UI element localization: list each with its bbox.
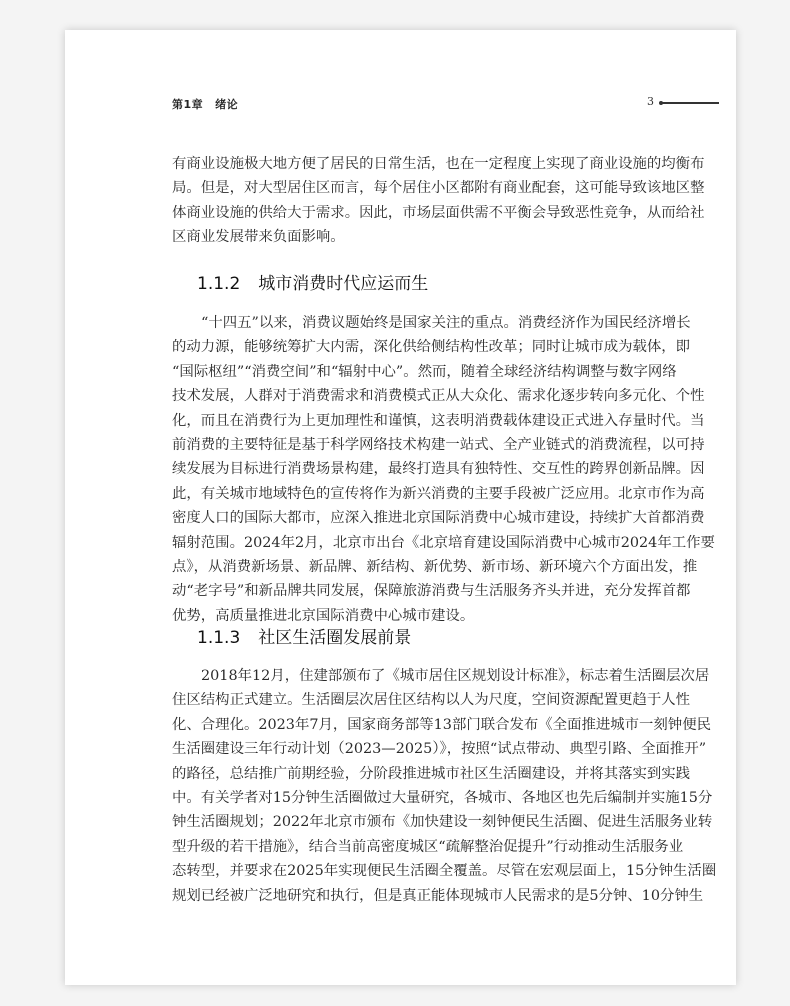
text-line: 型升级的若干措施》，结合当前高密度城区“疏解整治促提升”行动推动生活服务业: [172, 838, 684, 855]
text-line: 点》，从消费新场景、新品牌、新结构、新优势、新市场、新环境六个方面出发，推: [172, 558, 698, 575]
section-number: 1.1.2: [197, 274, 241, 294]
section-title: 城市消费时代应运而生: [258, 274, 429, 294]
text-line: 生活圈建设三年行动计划（2023—2025）》，按照“试点带动、典型引路、全面推开”: [172, 741, 707, 758]
text-line: 中。有关学者对15分钟生活圈做过大量研究，各城市、各地区也先后编制并实施15分: [172, 789, 713, 806]
chapter-title: 绪论: [215, 98, 239, 111]
section-heading-1-1-3: [197, 623, 411, 648]
text-line: 住区结构正式建立。生活圈层次居住区结构以人为尺度，空间资源配置更趋于人性: [172, 692, 691, 709]
text-line: 的动力源，能够统筹扩大内需，深化供给侧结构性改革；同时让城市成为载体，即: [172, 339, 691, 356]
text-line: “十四五”以来，消费议题始终是国家关注的重点。消费经济作为国民经济增长: [201, 315, 691, 331]
text-line: 的路径，总结推广前期经验，分阶段推进城市社区生活圈建设，并将其落实到实践: [172, 765, 691, 782]
text-line: 态转型，并要求在2025年实现便民生活圈全覆盖。尽管在宏观层面上，15分钟生活圈: [172, 863, 717, 880]
book-page: [65, 30, 736, 985]
page-number: 3: [647, 95, 654, 108]
text-line: 钟生活圈规划；2022年北京市颁布《加快建设一刻钟便民生活圈、促进生活服务业转: [172, 814, 713, 831]
text-line: 技术发展，人群对于消费需求和消费模式正从大众化、需求化逐步转向多元化、个性: [172, 388, 705, 405]
text-line: 体商业设施的供给大于需求。因此，市场层面供需不平衡会导致恶性竞争，从而给社: [172, 204, 705, 221]
text-line: 此，有关城市地域特色的宣传将作为新兴消费的主要手段被广泛应用。北京市作为高: [172, 485, 705, 502]
section-title: 社区生活圈发展前景: [258, 628, 412, 648]
text-line: “国际枢纽”“消费空间”和“辐射中心”。然而，随着全球经济结构调整与数字网络: [172, 363, 677, 380]
text-line: 区商业发展带来负面影响。: [172, 229, 345, 246]
text-line: 局。但是，对大型居住区而言，每个居住小区都附有商业配套，这可能导致该地区整: [172, 180, 705, 197]
paragraph-1: [172, 152, 705, 250]
text-line: 化，而且在消费行为上更加理性和谨慎，这表明消费载体建设正式进入存量时代。当: [172, 412, 705, 429]
text-line: 前消费的主要特征是基于科学网络技术构建一站式、全产业链式的消费流程，以可持: [172, 436, 705, 453]
text-line: 有商业设施极大地方便了居民的日常生活，也在一定程度上实现了商业设施的均衡布: [172, 156, 705, 172]
text-line: 规划已经被广泛地研究和执行，但是真正能体现城市人民需求的是5分钟、10分钟生: [172, 887, 704, 904]
text-line: 2018年12月，住建部颁布了《城市居住区规划设计标准》，标志着生活圈层次居: [201, 668, 710, 684]
header-rule: [661, 102, 719, 104]
text-line: 化、合理化。2023年7月，国家商务部等13部门联合发布《全面推进城市一刻钟便民: [172, 716, 711, 733]
paragraph-3: [172, 664, 717, 908]
text-line: 动“老字号”和新品牌共同发展，保障旅游消费与生活服务齐头并进，充分发挥首都: [172, 583, 691, 600]
section-number: 1.1.3: [197, 628, 241, 648]
chapter-number: 第1章: [172, 98, 204, 111]
paragraph-2: [172, 311, 715, 628]
section-heading-1-1-2: [197, 269, 428, 294]
text-line: 密度人口的国际大都市，应深入推进北京国际消费中心城市建设，持续扩大首都消费: [172, 510, 705, 527]
text-line: 续发展为目标进行消费场景构建，最终打造具有独特性、交互性的跨界创新品牌。因: [172, 461, 705, 478]
running-header: [172, 96, 238, 112]
text-line: 优势，高质量推进北京国际消费中心城市建设。: [172, 607, 475, 624]
text-line: 辐射范围。2024年2月，北京市出台《北京培育建设国际消费中心城市2024年工作要: [172, 534, 715, 551]
